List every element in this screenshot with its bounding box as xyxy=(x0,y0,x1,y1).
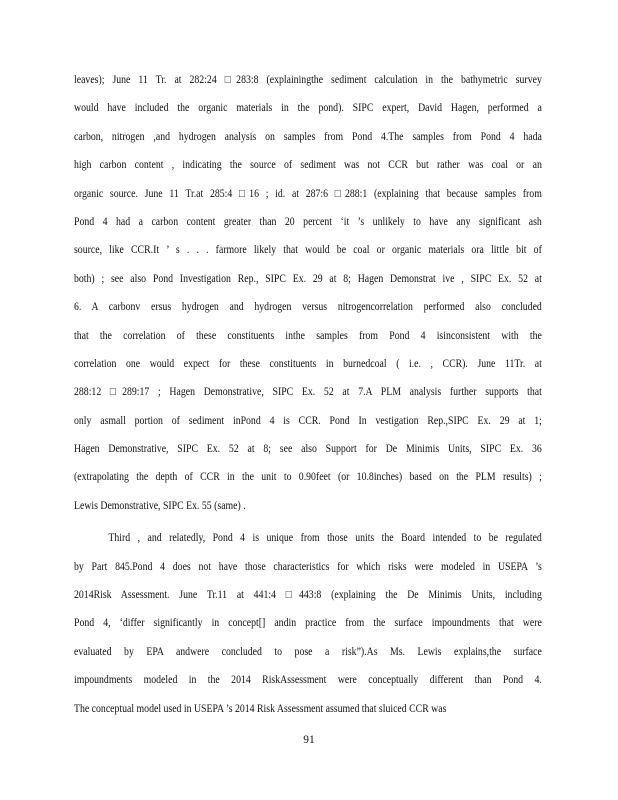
text-line: only asmall portion of sediment inPond 4 is CCR. Pond In vestigation Rep.,SIPC Ex. 29 at 1; xyxy=(74,414,542,427)
text-line: Third , and relatedly, Pond 4 is unique from those units the Board intended to be regulated xyxy=(108,532,542,545)
text-line: 288:12 □289:17 ; Hagen Demonstrative, SIPC Ex. 52 at 7.A PLM analysis further supports that xyxy=(74,386,542,399)
text-line: organic source. June 11 Tr.at 285:4 □16 ; id. at 287:6 □288:1 (explaining that because samples from xyxy=(74,187,542,200)
text-line: (extrapolating the depth of CCR in the unit to 0.90feet (or 10.8inches) based on the PLM results) ; xyxy=(74,471,542,484)
text-line: high carbon content , indicating the source of sediment was not CCR but rather was coal or an xyxy=(74,159,542,172)
text-line: Pond 4, ‘differ significantly in concept[] andin practice from the surface impoundments that were xyxy=(74,617,542,630)
text-line: carbon, nitrogen ,and hydrogen analysis on samples from Pond 4.The samples from Pond 4 hada xyxy=(74,130,542,143)
paragraph xyxy=(74,66,542,520)
text-line: correlation one would expect for these constituents in burnedcoal ( i.e. , CCR). June 11Tr. at xyxy=(74,357,542,370)
text-line: that the correlation of these constituents inthe samples from Pond 4 isinconsistent with the xyxy=(74,329,542,342)
page-number: 91 xyxy=(303,734,315,746)
text-line: 6. A carbonv ersus hydrogen and hydrogen versus nitrogencorrelation performed also concluded xyxy=(74,301,542,314)
text-line: evaluated by EPA andwere concluded to pose a risk”).As Ms. Lewis explains,the surface xyxy=(74,645,542,658)
text-line: source, like CCR.It ’ s . . . farmore likely that would be coal or organic materials ora little bit of xyxy=(74,244,542,257)
text-line: by Part 845.Pond 4 does not have those characteristics for which risks were modeled in USEPA ’s xyxy=(74,560,542,573)
text-line: Hagen Demonstrative, SIPC Ex. 52 at 8; see also Support for De Minimis Units, SIPC Ex. 36 xyxy=(74,443,542,456)
text-line: Lewis Demonstrative, SIPC Ex. 55 (same) . xyxy=(74,499,246,512)
text-line: The conceptual model used in USEPA ’s 2014 Risk Assessment assumed that sluiced CCR was xyxy=(74,702,447,715)
text-line: Pond 4 had a carbon content greater than 20 percent ‘it ’s unlikely to have any significant ash xyxy=(74,215,542,228)
text-line: leaves); June 11 Tr. at 282:24 □283:8 (explainingthe sediment calculation in the bathymetric survey xyxy=(74,74,542,86)
text-line: would have included the organic materials in the pond). SIPC expert, David Hagen, performed a xyxy=(74,102,542,115)
text-line: 2014Risk Assessment. June Tr.11 at 441:4 □443:8 (explaining the De Minimis Units, including xyxy=(74,589,542,602)
body-text xyxy=(74,66,542,723)
text-line: impoundments modeled in the 2014 RiskAssessment were conceptually different than Pond 4. xyxy=(74,674,542,687)
text-line: both) ; see also Pond Investigation Rep., SIPC Ex. 29 at 8; Hagen Demonstrat ive , SIPC Ex. 52 at xyxy=(74,272,542,285)
paragraph xyxy=(74,524,542,723)
